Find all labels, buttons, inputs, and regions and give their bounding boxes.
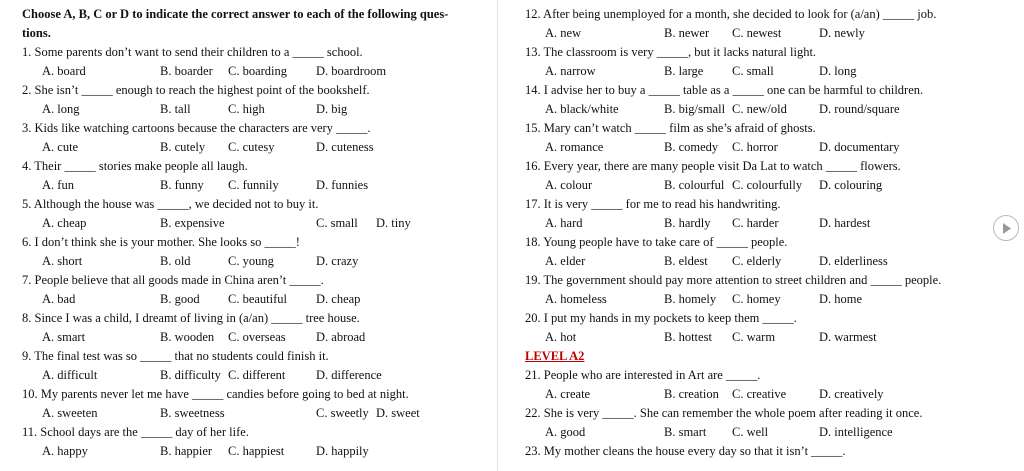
option-d: D. boardroom — [316, 64, 387, 78]
option-d: D. round/square — [819, 102, 900, 116]
question-stem: 10. My parents never let me have _____ candies before going to bed at night. — [22, 387, 409, 401]
option-c: C. happiest — [228, 444, 285, 458]
option-d: D. tiny — [376, 216, 411, 230]
option-a: A. long — [42, 102, 80, 116]
option-b: B. difficulty — [160, 368, 221, 382]
option-c: C. different — [228, 368, 286, 382]
option-b: B. cutely — [160, 140, 206, 154]
answer-options — [22, 176, 492, 195]
option-a: A. bad — [42, 292, 76, 306]
column-divider — [497, 0, 498, 471]
answer-options — [525, 290, 985, 309]
answer-options — [525, 176, 985, 195]
option-a: A. board — [42, 64, 86, 78]
option-b: B. wooden — [160, 330, 215, 344]
option-b: B. tall — [160, 102, 191, 116]
option-d: D. crazy — [316, 254, 359, 268]
answer-options — [525, 214, 985, 233]
option-d: D. warmest — [819, 330, 877, 344]
option-d: D. cheap — [316, 292, 361, 306]
option-a: A. elder — [545, 254, 586, 268]
option-c: C. boarding — [228, 64, 288, 78]
level-heading: LEVEL A2 — [525, 349, 585, 363]
play-circle-icon[interactable] — [993, 215, 1019, 241]
option-c: C. beautiful — [228, 292, 288, 306]
option-c: C. high — [228, 102, 265, 116]
question-stem: 23. My mother cleans the house every day so that it isn’t _____. — [525, 444, 846, 458]
option-c: C. newest — [732, 26, 782, 40]
left-column — [22, 5, 492, 461]
question-stem: 14. I advise her to buy a _____ table as a _____ one can be harmful to children. — [525, 83, 924, 97]
question-stem: 20. I put my hands in my pockets to keep them _____. — [525, 311, 797, 325]
option-b: B. newer — [664, 26, 710, 40]
option-a: A. create — [545, 387, 591, 401]
option-c: C. sweetly — [316, 406, 369, 420]
option-c: C. small — [316, 216, 358, 230]
option-d: D. documentary — [819, 140, 900, 154]
option-a: A. cheap — [42, 216, 87, 230]
option-c: C. new/old — [732, 102, 787, 116]
option-d: D. happily — [316, 444, 369, 458]
option-b: B. colourful — [664, 178, 725, 192]
option-a: A. sweeten — [42, 406, 98, 420]
option-d: D. hardest — [819, 216, 871, 230]
option-d: D. home — [819, 292, 863, 306]
option-c: C. small — [732, 64, 774, 78]
option-b: B. expensive — [160, 216, 225, 230]
instructions-line-1: Choose A, B, C or D to indicate the correct answer to each of the following ques- — [22, 7, 449, 21]
option-a: A. short — [42, 254, 83, 268]
option-d: D. colouring — [819, 178, 883, 192]
answer-options — [525, 100, 985, 119]
option-a: A. colour — [545, 178, 593, 192]
option-d: D. creatively — [819, 387, 884, 401]
question-stem: 17. It is very _____ for me to read his handwriting. — [525, 197, 781, 211]
question-stem: 1. Some parents don’t want to send their children to a _____ school. — [22, 45, 363, 59]
option-d: D. newly — [819, 26, 865, 40]
option-a: A. fun — [42, 178, 74, 192]
answer-options — [525, 62, 985, 81]
option-a: A. homeless — [545, 292, 607, 306]
option-a: A. cute — [42, 140, 79, 154]
option-a: A. difficult — [42, 368, 98, 382]
option-a: A. black/white — [545, 102, 619, 116]
option-d: D. funnies — [316, 178, 369, 192]
question-stem: 2. She isn’t _____ enough to reach the highest point of the bookshelf. — [22, 83, 370, 97]
question-stem: 21. People who are interested in Art are _____. — [525, 368, 761, 382]
question-stem: 5. Although the house was _____, we decided not to buy it. — [22, 197, 319, 211]
play-triangle-icon — [1001, 222, 1013, 235]
option-d: D. long — [819, 64, 857, 78]
answer-options — [525, 24, 985, 43]
answer-options — [22, 62, 492, 81]
option-a: A. romance — [545, 140, 604, 154]
answer-options — [22, 328, 492, 347]
option-d: D. sweet — [376, 406, 420, 420]
option-b: B. large — [664, 64, 704, 78]
option-b: B. hardly — [664, 216, 711, 230]
question-stem: 3. Kids like watching cartoons because the characters are very _____. — [22, 121, 371, 135]
option-b: B. big/small — [664, 102, 726, 116]
option-c: C. horror — [732, 140, 778, 154]
answer-options — [22, 366, 492, 385]
question-stem: 22. She is very _____. She can remember the whole poem after reading it once. — [525, 406, 923, 420]
question-stem: 4. Their _____ stories make people all laugh. — [22, 159, 248, 173]
option-c: C. creative — [732, 387, 787, 401]
answer-options — [22, 442, 492, 461]
option-b: B. boarder — [160, 64, 213, 78]
option-d: D. difference — [316, 368, 382, 382]
level-heading-line — [525, 347, 985, 366]
answer-options — [525, 385, 985, 404]
question-list-level — [525, 366, 985, 442]
option-c: C. cutesy — [228, 140, 275, 154]
option-c: C. young — [228, 254, 274, 268]
answer-options — [22, 100, 492, 119]
answer-options — [22, 252, 492, 271]
question-stem: 8. Since I was a child, I dreamt of living in (a/an) _____ tree house. — [22, 311, 360, 325]
option-a: A. good — [545, 425, 586, 439]
option-c: C. homey — [732, 292, 781, 306]
option-a: A. hard — [545, 216, 583, 230]
question-stem: 11. School days are the _____ day of her life. — [22, 425, 249, 439]
option-b: B. smart — [664, 425, 707, 439]
option-c: C. well — [732, 425, 769, 439]
question-list-right — [525, 5, 985, 347]
answer-options — [22, 290, 492, 309]
option-a: A. smart — [42, 330, 86, 344]
question-stem: 16. Every year, there are many people visit Da Lat to watch _____ flowers. — [525, 159, 901, 173]
option-c: C. warm — [732, 330, 776, 344]
instructions-line-2: tions. — [22, 26, 51, 40]
option-d: D. abroad — [316, 330, 366, 344]
question-stem: 6. I don’t think she is your mother. She looks so _____! — [22, 235, 300, 249]
option-a: A. new — [545, 26, 582, 40]
answer-options — [525, 252, 985, 271]
question-stem: 7. People believe that all goods made in China aren’t _____. — [22, 273, 324, 287]
option-b: B. sweetness — [160, 406, 225, 420]
option-b: B. eldest — [664, 254, 708, 268]
option-c: C. funnily — [228, 178, 279, 192]
option-b: B. homely — [664, 292, 717, 306]
option-b: B. funny — [160, 178, 204, 192]
option-d: D. intelligence — [819, 425, 893, 439]
question-list-left — [22, 43, 492, 461]
option-b: B. hottest — [664, 330, 712, 344]
question-stem: 15. Mary can’t watch _____ film as she’s afraid of ghosts. — [525, 121, 816, 135]
answer-options — [525, 423, 985, 442]
option-d: D. elderliness — [819, 254, 888, 268]
option-c: C. elderly — [732, 254, 782, 268]
answer-options — [525, 138, 985, 157]
option-c: C. overseas — [228, 330, 286, 344]
option-b: B. comedy — [664, 140, 719, 154]
answer-options — [22, 404, 492, 423]
question-stem: 18. Young people have to take care of _____ people. — [525, 235, 788, 249]
question-stem: 9. The final test was so _____ that no students could finish it. — [22, 349, 329, 363]
option-b: B. happier — [160, 444, 213, 458]
option-b: B. creation — [664, 387, 719, 401]
option-d: D. big — [316, 102, 348, 116]
option-c: C. colourfully — [732, 178, 803, 192]
option-a: A. narrow — [545, 64, 596, 78]
option-b: B. good — [160, 292, 200, 306]
answer-options — [525, 328, 985, 347]
answer-options — [22, 138, 492, 157]
question-stem: 12. After being unemployed for a month, she decided to look for (a/an) _____ job. — [525, 7, 937, 21]
right-column — [525, 5, 985, 461]
question-stem: 13. The classroom is very _____, but it lacks natural light. — [525, 45, 817, 59]
option-a: A. hot — [545, 330, 577, 344]
option-a: A. happy — [42, 444, 88, 458]
question-stem: 19. The government should pay more attention to street children and _____ people. — [525, 273, 942, 287]
option-b: B. old — [160, 254, 191, 268]
answer-options — [22, 214, 492, 233]
option-d: D. cuteness — [316, 140, 374, 154]
option-c: C. harder — [732, 216, 779, 230]
